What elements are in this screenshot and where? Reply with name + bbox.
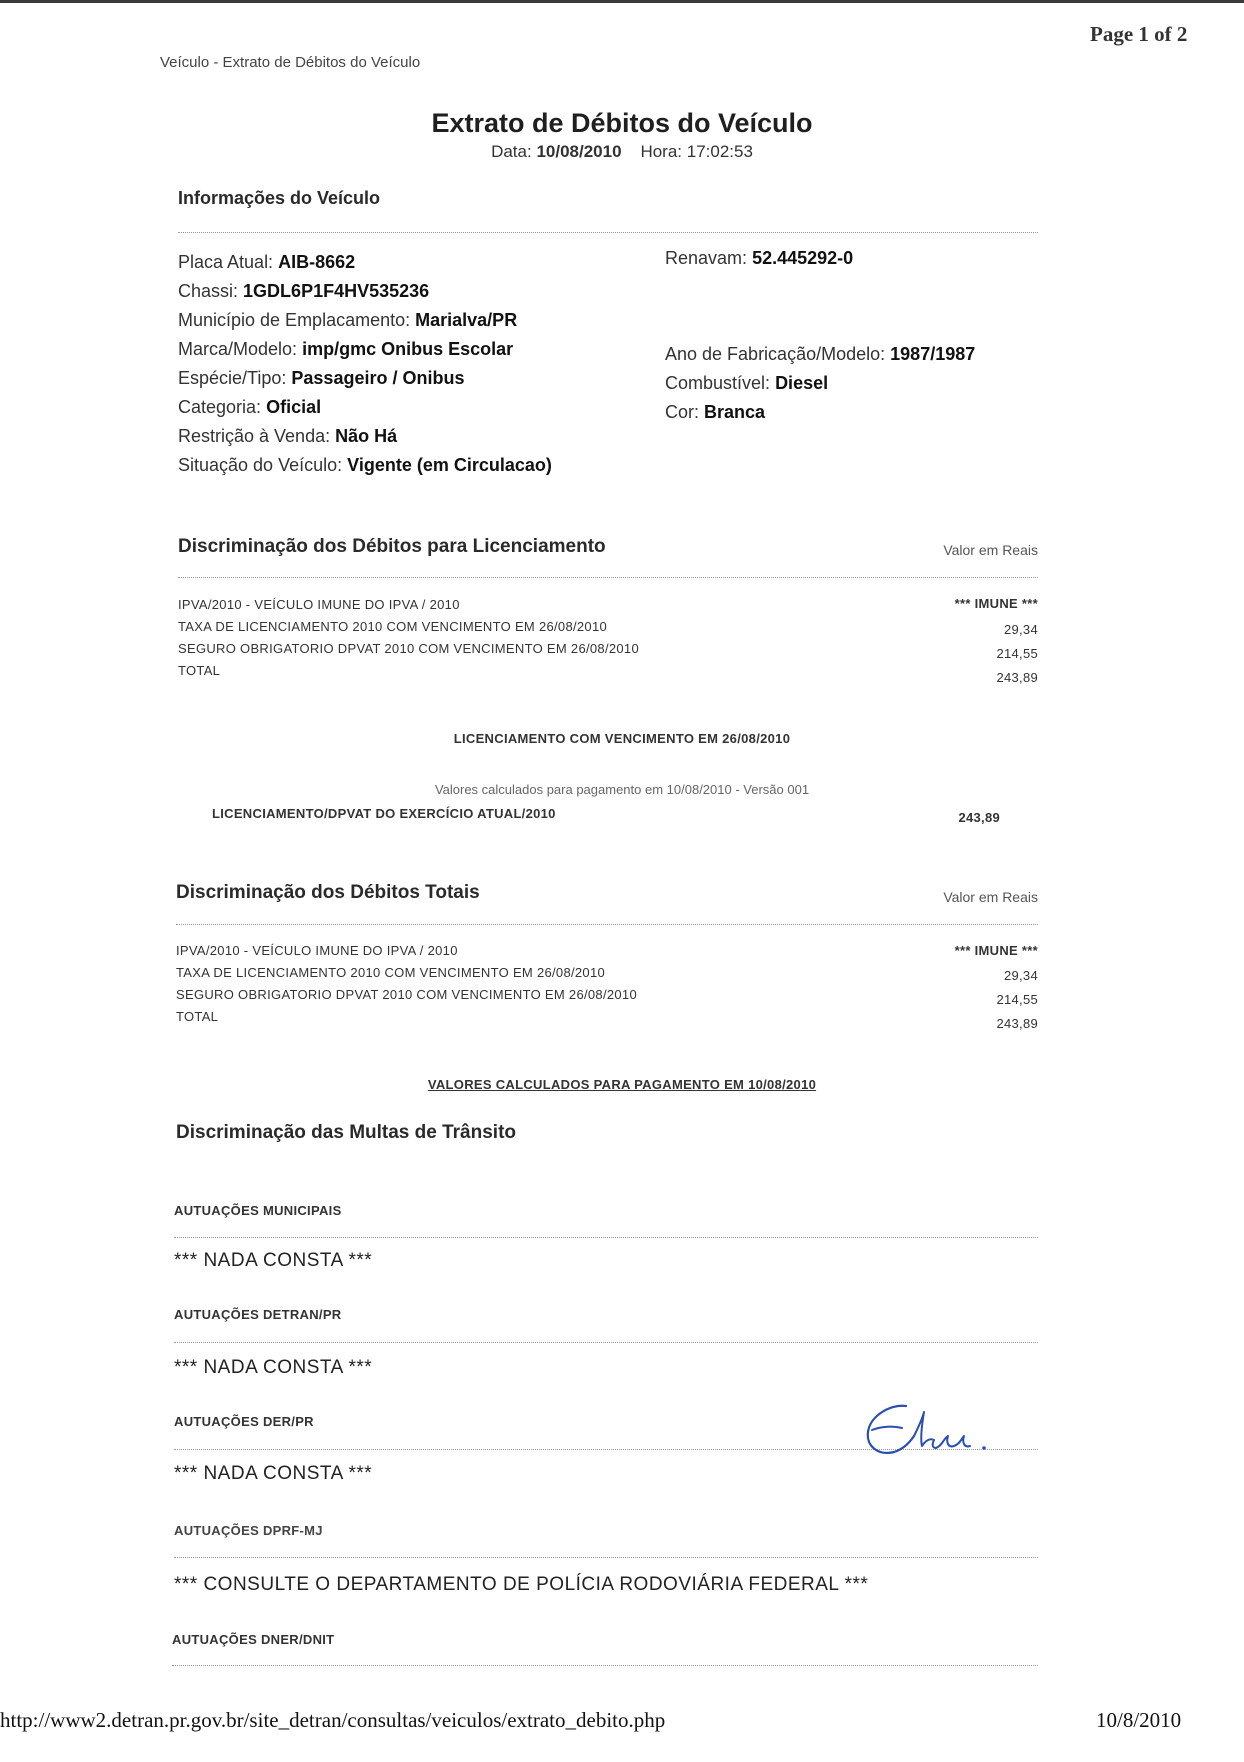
divider bbox=[178, 232, 1038, 233]
fines-group-label: AUTUAÇÕES MUNICIPAIS bbox=[174, 1203, 342, 1218]
fines-group-label: AUTUAÇÕES DPRF-MJ bbox=[174, 1523, 323, 1538]
footer-date: 10/8/2010 bbox=[1096, 1708, 1182, 1732]
time-label: Hora: bbox=[640, 142, 683, 161]
licensing-currency-label: Valor em Reais bbox=[943, 542, 1038, 558]
fines-group-status: *** CONSULTE O DEPARTAMENTO DE POLÍCIA RODOVIÁRIA FEDERAL *** bbox=[174, 1574, 869, 1595]
fines-group-status: *** NADA CONSTA *** bbox=[174, 1250, 373, 1271]
footer-url: http://www2.detran.pr.gov.br/site_detran/consultas/veiculos/extrato_debito.php bbox=[0, 1708, 666, 1732]
vehicle-field-renavam: Renavam: 52.445292-0 bbox=[665, 248, 854, 268]
vehicle-field-plate: Placa Atual: AIB-8662 bbox=[178, 252, 356, 272]
vehicle-field-color: Cor: Branca bbox=[665, 402, 766, 422]
table-row-value: 214,55 bbox=[996, 992, 1038, 1007]
totals-rows bbox=[176, 940, 637, 1028]
table-row-desc: TOTAL bbox=[176, 1009, 219, 1024]
table-row-value: 214,55 bbox=[996, 646, 1038, 661]
breadcrumb: Veículo - Extrato de Débitos do Veículo bbox=[160, 54, 421, 71]
licensing-summary-label: LICENCIAMENTO/DPVAT DO EXERCÍCIO ATUAL/2010 bbox=[212, 806, 556, 821]
date-value: 10/08/2010 bbox=[536, 142, 622, 161]
table-row-value: 243,89 bbox=[996, 670, 1038, 685]
table-row-value: 243,89 bbox=[996, 1016, 1038, 1031]
table-row-value: *** IMUNE *** bbox=[954, 943, 1038, 958]
licensing-calc-note: Valores calculados para pagamento em 10/08/2010 - Versão 001 bbox=[434, 782, 810, 797]
divider bbox=[178, 577, 1038, 578]
vehicle-section-title: Informações do Veículo bbox=[178, 188, 381, 208]
vehicle-field-category: Categoria: Oficial bbox=[178, 397, 322, 417]
page-title: Extrato de Débitos do Veículo bbox=[431, 108, 813, 138]
table-row-value: *** IMUNE *** bbox=[954, 596, 1038, 611]
table-row-value: 29,34 bbox=[1003, 968, 1038, 983]
vehicle-field-species-type: Espécie/Tipo: Passageiro / Onibus bbox=[178, 368, 465, 388]
vehicle-field-fuel: Combustível: Diesel bbox=[665, 373, 829, 393]
vehicle-field-status: Situação do Veículo: Vigente (em Circulacao) bbox=[178, 455, 552, 475]
divider bbox=[174, 1557, 1038, 1558]
table-row-desc: TAXA DE LICENCIAMENTO 2010 COM VENCIMENTO EM 26/08/2010 bbox=[176, 965, 606, 980]
licensing-section-title: Discriminação dos Débitos para Licenciamento bbox=[178, 536, 606, 557]
vehicle-field-make-model: Marca/Modelo: imp/gmc Onibus Escolar bbox=[178, 339, 514, 359]
fines-section-title: Discriminação das Multas de Trânsito bbox=[176, 1122, 516, 1143]
totals-calc-heading: VALORES CALCULADOS PARA PAGAMENTO EM 10/08/2010 bbox=[427, 1077, 817, 1092]
vehicle-info-left bbox=[178, 248, 552, 480]
table-row-value: 29,34 bbox=[1003, 622, 1038, 637]
scan-top-edge bbox=[0, 0, 1244, 3]
vehicle-field-chassis: Chassi: 1GDL6P1F4HV535236 bbox=[178, 281, 430, 301]
vehicle-info-right bbox=[665, 340, 975, 427]
time-value: 17:02:53 bbox=[686, 142, 753, 161]
divider bbox=[172, 1665, 1038, 1666]
table-row-desc: TAXA DE LICENCIAMENTO 2010 COM VENCIMENTO EM 26/08/2010 bbox=[178, 619, 608, 634]
fines-group-label: AUTUAÇÕES DNER/DNIT bbox=[172, 1632, 335, 1647]
table-row-desc: SEGURO OBRIGATORIO DPVAT 2010 COM VENCIMENTO EM 26/08/2010 bbox=[178, 641, 639, 656]
table-row-desc: IPVA/2010 - VEÍCULO IMUNE DO IPVA / 2010 bbox=[176, 943, 458, 958]
fines-group-label: AUTUAÇÕES DETRAN/PR bbox=[174, 1307, 342, 1322]
page-counter: Page 1 of 2 bbox=[1090, 22, 1188, 46]
date-label: Data: bbox=[491, 142, 532, 161]
fines-group-status: *** NADA CONSTA *** bbox=[174, 1463, 373, 1484]
table-row-desc: TOTAL bbox=[178, 663, 221, 678]
totals-currency-label: Valor em Reais bbox=[943, 889, 1038, 905]
divider bbox=[174, 1342, 1038, 1343]
totals-section-title: Discriminação dos Débitos Totais bbox=[176, 882, 480, 903]
handwritten-signature bbox=[860, 1398, 1010, 1462]
vehicle-field-municipality: Município de Emplacamento: Marialva/PR bbox=[178, 310, 518, 330]
timestamp bbox=[0, 142, 1244, 162]
vehicle-field-year: Ano de Fabricação/Modelo: 1987/1987 bbox=[665, 344, 976, 364]
divider bbox=[174, 1237, 1038, 1238]
vehicle-field-sale-restriction: Restrição à Venda: Não Há bbox=[178, 426, 398, 446]
licensing-due-heading: LICENCIAMENTO COM VENCIMENTO EM 26/08/2010 bbox=[453, 731, 791, 746]
divider bbox=[176, 924, 1038, 925]
licensing-rows bbox=[178, 594, 639, 682]
fines-group-label: AUTUAÇÕES DER/PR bbox=[174, 1414, 314, 1429]
table-row-desc: SEGURO OBRIGATORIO DPVAT 2010 COM VENCIMENTO EM 26/08/2010 bbox=[176, 987, 637, 1002]
table-row-desc: IPVA/2010 - VEÍCULO IMUNE DO IPVA / 2010 bbox=[178, 597, 460, 612]
licensing-summary-value: 243,89 bbox=[958, 810, 1000, 825]
fines-group-status: *** NADA CONSTA *** bbox=[174, 1357, 373, 1378]
